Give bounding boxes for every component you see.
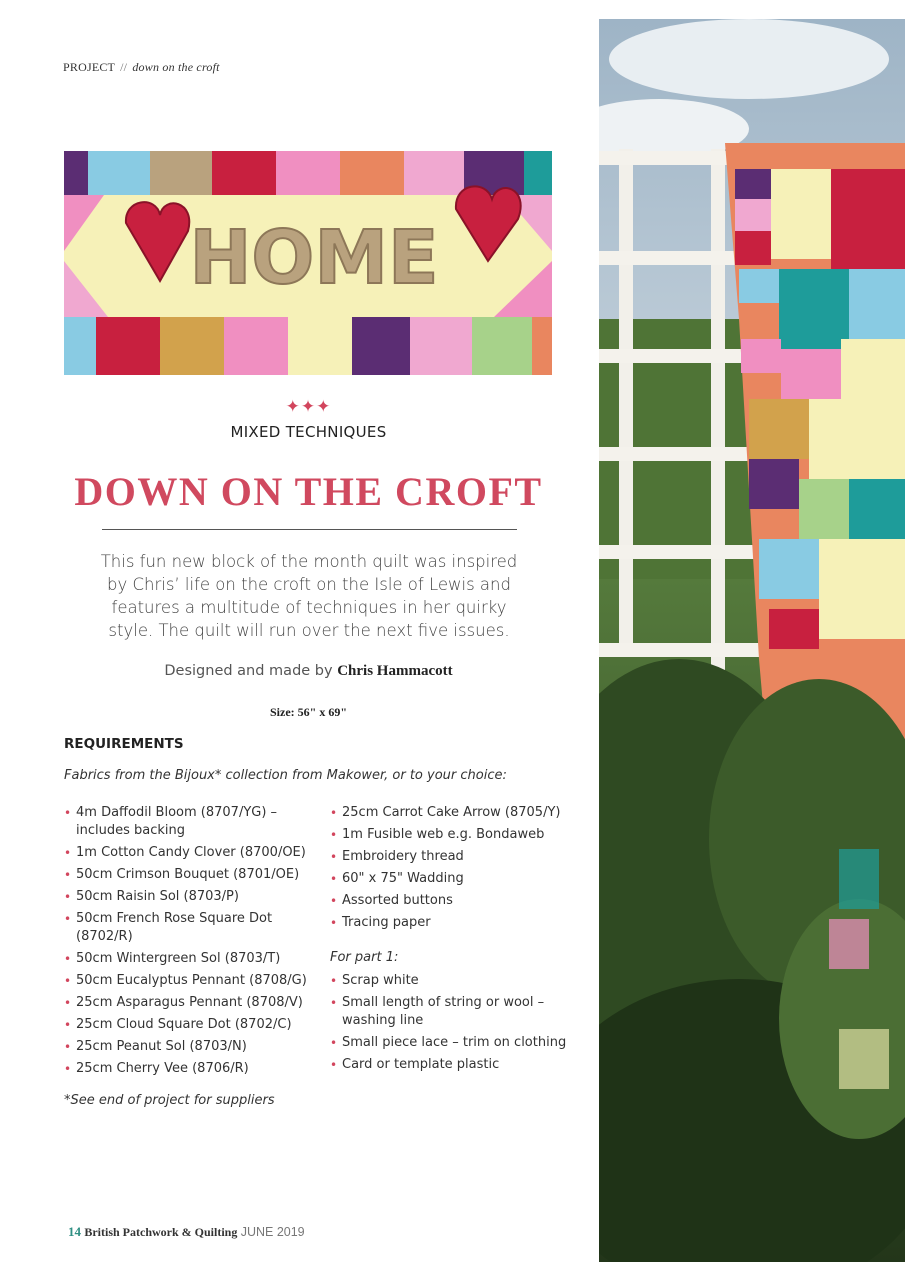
requirements-heading: REQUIREMENTS [64,736,184,752]
bullet-icon: • [64,996,72,1010]
bullet-icon: • [64,806,72,820]
suppliers-note: *See end of project for suppliers [64,1093,275,1108]
technique-kicker: MIXED TECHNIQUES [230,423,387,441]
bullet-icon: • [330,806,338,820]
designer-name: Chris Hammacott [337,663,453,679]
issue-date: JUNE 2019 [240,1225,305,1239]
bullet-icon: • [64,974,72,988]
list-item: • 50cm Wintergreen Sol (8703/T) [64,951,281,966]
list-item: • 25cm Carrot Cake Arrow (8705/Y) [330,805,561,820]
bullet-icon: • [330,996,338,1010]
list-item: • 25cm Peanut Sol (8703/N) [64,1039,247,1054]
page-title: DOWN ON THE CROFT [74,469,543,514]
list-item: • Scrap white [330,973,419,988]
list-item: • 1m Fusible web e.g. Bondaweb [330,827,545,842]
page-number: 14 [68,1224,81,1239]
home-quilt-photo [64,151,552,375]
quilt-size: Size: 56" x 69" [270,705,347,719]
trellis-photo-illustration [599,19,905,1262]
list-item: • 50cm Crimson Bouquet (8701/OE) [64,867,300,882]
list-item: • 4m Daffodil Bloom (8707/YG) – includes backing [64,805,278,838]
page-footer [68,1224,305,1240]
bullet-icon: • [64,868,72,882]
section-tag [63,60,220,75]
bullet-icon: • [64,912,72,926]
quilt-home-word: HOME [189,215,439,301]
list-item: • 50cm Eucalyptus Pennant (8708/G) [64,973,307,988]
bullet-icon: • [64,1018,72,1032]
section-label: PROJECT [63,60,115,74]
bullet-icon: • [330,894,338,908]
bullet-icon: • [330,828,338,842]
designer-credit [0,663,617,680]
list-item: • 1m Cotton Candy Clover (8700/OE) [64,845,306,860]
bullet-icon: • [64,1040,72,1054]
requirements-list-left [64,804,314,1082]
list-item: • Embroidery thread [330,849,464,864]
bullet-icon: • [330,850,338,864]
fabrics-note: Fabrics from the Bijoux* collection from Makower, or to your choice: [64,768,507,783]
list-item: • 50cm Raisin Sol (8703/P) [64,889,239,904]
bullet-icon: • [64,890,72,904]
home-quilt-illustration [64,151,552,375]
credit-prefix: Designed and made by [164,663,333,679]
bullet-icon: • [330,1058,338,1072]
bullet-icon: • [64,952,72,966]
bullet-icon: • [330,872,338,886]
magazine-name: British Patchwork & Quilting [84,1225,238,1239]
list-item: • Card or template plastic [330,1057,500,1072]
diamond-ornament: ✦✦✦ [285,397,332,416]
part-one-label: For part 1: [330,950,399,965]
list-item: • 50cm French Rose Square Dot (8702/R) [64,911,273,944]
requirements-list-right [330,804,570,936]
section-separator: // [120,60,128,74]
list-item: • Tracing paper [330,915,431,930]
section-subtitle: down on the croft [132,60,220,74]
title-divider [102,529,517,530]
list-item: • 25cm Cherry Vee (8706/R) [64,1061,249,1076]
list-item: • Assorted buttons [330,893,453,908]
quilt-on-trellis-photo [599,19,905,1262]
list-item: • 25cm Cloud Square Dot (8702/C) [64,1017,292,1032]
bullet-icon: • [330,1036,338,1050]
list-item: • Small length of string or wool – washing line [330,995,545,1028]
part-one-list [330,972,570,1078]
list-item: • 25cm Asparagus Pennant (8708/V) [64,995,303,1010]
bullet-icon: • [330,974,338,988]
list-item: • 60" x 75" Wadding [330,871,464,886]
bullet-icon: • [64,1062,72,1076]
list-item: • Small piece lace – trim on clothing [330,1035,567,1050]
bullet-icon: • [330,916,338,930]
intro-paragraph: This fun new block of the month quilt was inspired by Chris’ life on the croft on the Isle of Lewis and features a multitude of techniques in her quirky style. The quilt will run over the next five issues. [100,552,518,640]
bullet-icon: • [64,846,72,860]
